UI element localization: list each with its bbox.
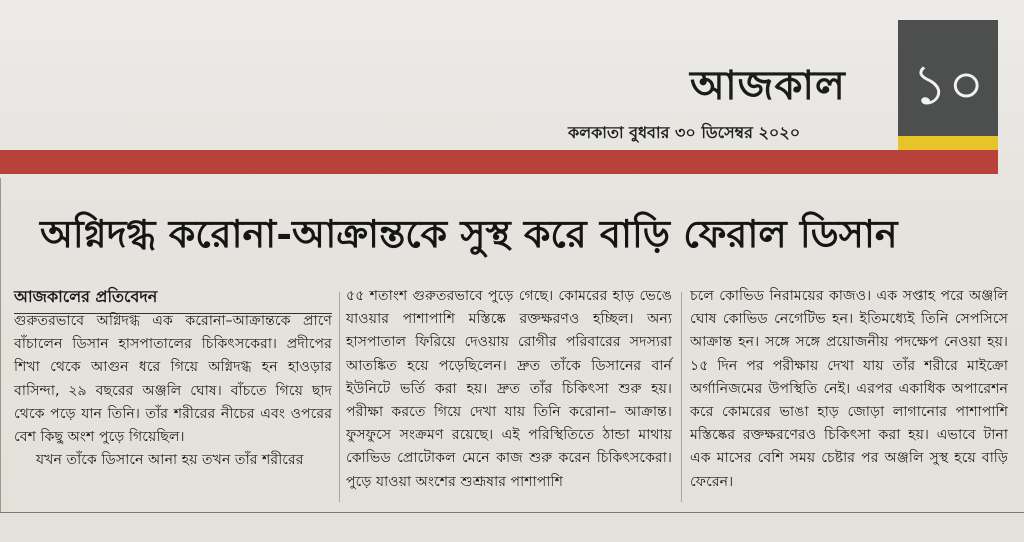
article-headline: অগ্নিদগ্ধ করোনা-আক্রান্তকে সুস্থ করে বাড়ি ফেরাল ডিসান [40,211,898,256]
paragraph: চলে কোভিড নিরাময়ের কাজও। এক সপ্তাহ পরে অঞ্জলি ঘোষ কোভিড নেগেটিভ হন। ইতিমধ্যেই তিনি সেপসিসে আক্রান্ত হন। সঙ্গে সঙ্গে প্রয়োজনীয় পদক্ষেপ নেওয়া হয়। ১৫ দিন পর পরীক্ষায় দেখা যায় তাঁর শরীরে মাইক্রো অর্গানিজমের উপস্থিতি নেই। এরপর একাধিক অপারেশন করে কোমরের ভাঙা হাড় জোড়া লাগানোর পাশাপাশি মস্তিষ্কের রক্তক্ষরণেরও চিকিৎসা করা হয়। এভাবে টানা এক মাসের বেশি সময় চেষ্টার পর অঞ্জলি সুস্থ হয়ে বাড়ি ফেরেন। [690,288,1008,490]
page-number: ১০ [911,53,985,118]
yellow-band [898,136,998,150]
column-divider [681,292,682,502]
paragraph: যখন তাঁকে ডিসানে আনা হয় তখন তাঁর শরীরের [36,452,304,469]
masthead-logo: আজকাল [690,62,846,109]
paragraph: ৫৫ শতাংশ গুরুতরভাবে পুড়ে গেছে। কোমরের হাড় ভেঙে যাওয়ার পাশাপাশি মস্তিষ্কে রক্তক্ষরণও হচ্ছিল। অন্য হাসপাতাল ফিরিয়ে দেওয়ায় রোগীর পরিবারের সদস্যরা আতঙ্কিত হয়ে পড়েছিলেন। দ্রুত তাঁকে ডিসানের বার্ন ইউনিটে ভর্তি করা হয়। দ্রুত তাঁর চিকিৎসা শুরু হয়। পরীক্ষা করতে গিয়ে দেখা যায় তিনি করোনা– আক্রান্ত। ফুসফুসে সংক্রমণ রয়েছে। এই পরিস্থিতিতে ঠান্ডা মাথায় কোভিড প্রোটোকল মেনে কাজ শুরু করেন চিকিৎসকেরা। পুড়ে যাওয়া অংশের শুশ্রূষার পাশাপাশি [346,288,672,490]
article-column-1 [14,310,332,472]
bottom-rule [0,512,1024,513]
article-column-2 [346,285,672,494]
paragraph: গুরুতরভাবে অগ্নিদগ্ধ এক করোনা–আক্রান্তকে প্রাণে বাঁচালেন ডিসান হাসপাতালের চিকিৎসকেরা। প্রদীপের শিখা থেকে আগুন ধরে গিয়ে অগ্নিদগ্ধ হন হাওড়ার বাসিন্দা, ২৯ বছরের অঞ্জলি ঘোষ। বাঁচতে গিয়ে ছাদ থেকে পড়ে যান তিনি। তাঁর শরীরের নীচের এবং ওপরের বেশ কিছু অংশ পুড়ে গিয়েছিল। [14,313,332,446]
page-number-box [898,20,998,136]
article-byline: আজকালের প্রতিবেদন [14,284,332,314]
column-divider [339,292,340,502]
article-column-3 [690,285,1008,494]
red-rule [0,150,998,174]
dateline: কলকাতা বুধবার ৩০ ডিসেম্বর ২০২০ [568,123,801,142]
left-border-rule [0,178,1,512]
